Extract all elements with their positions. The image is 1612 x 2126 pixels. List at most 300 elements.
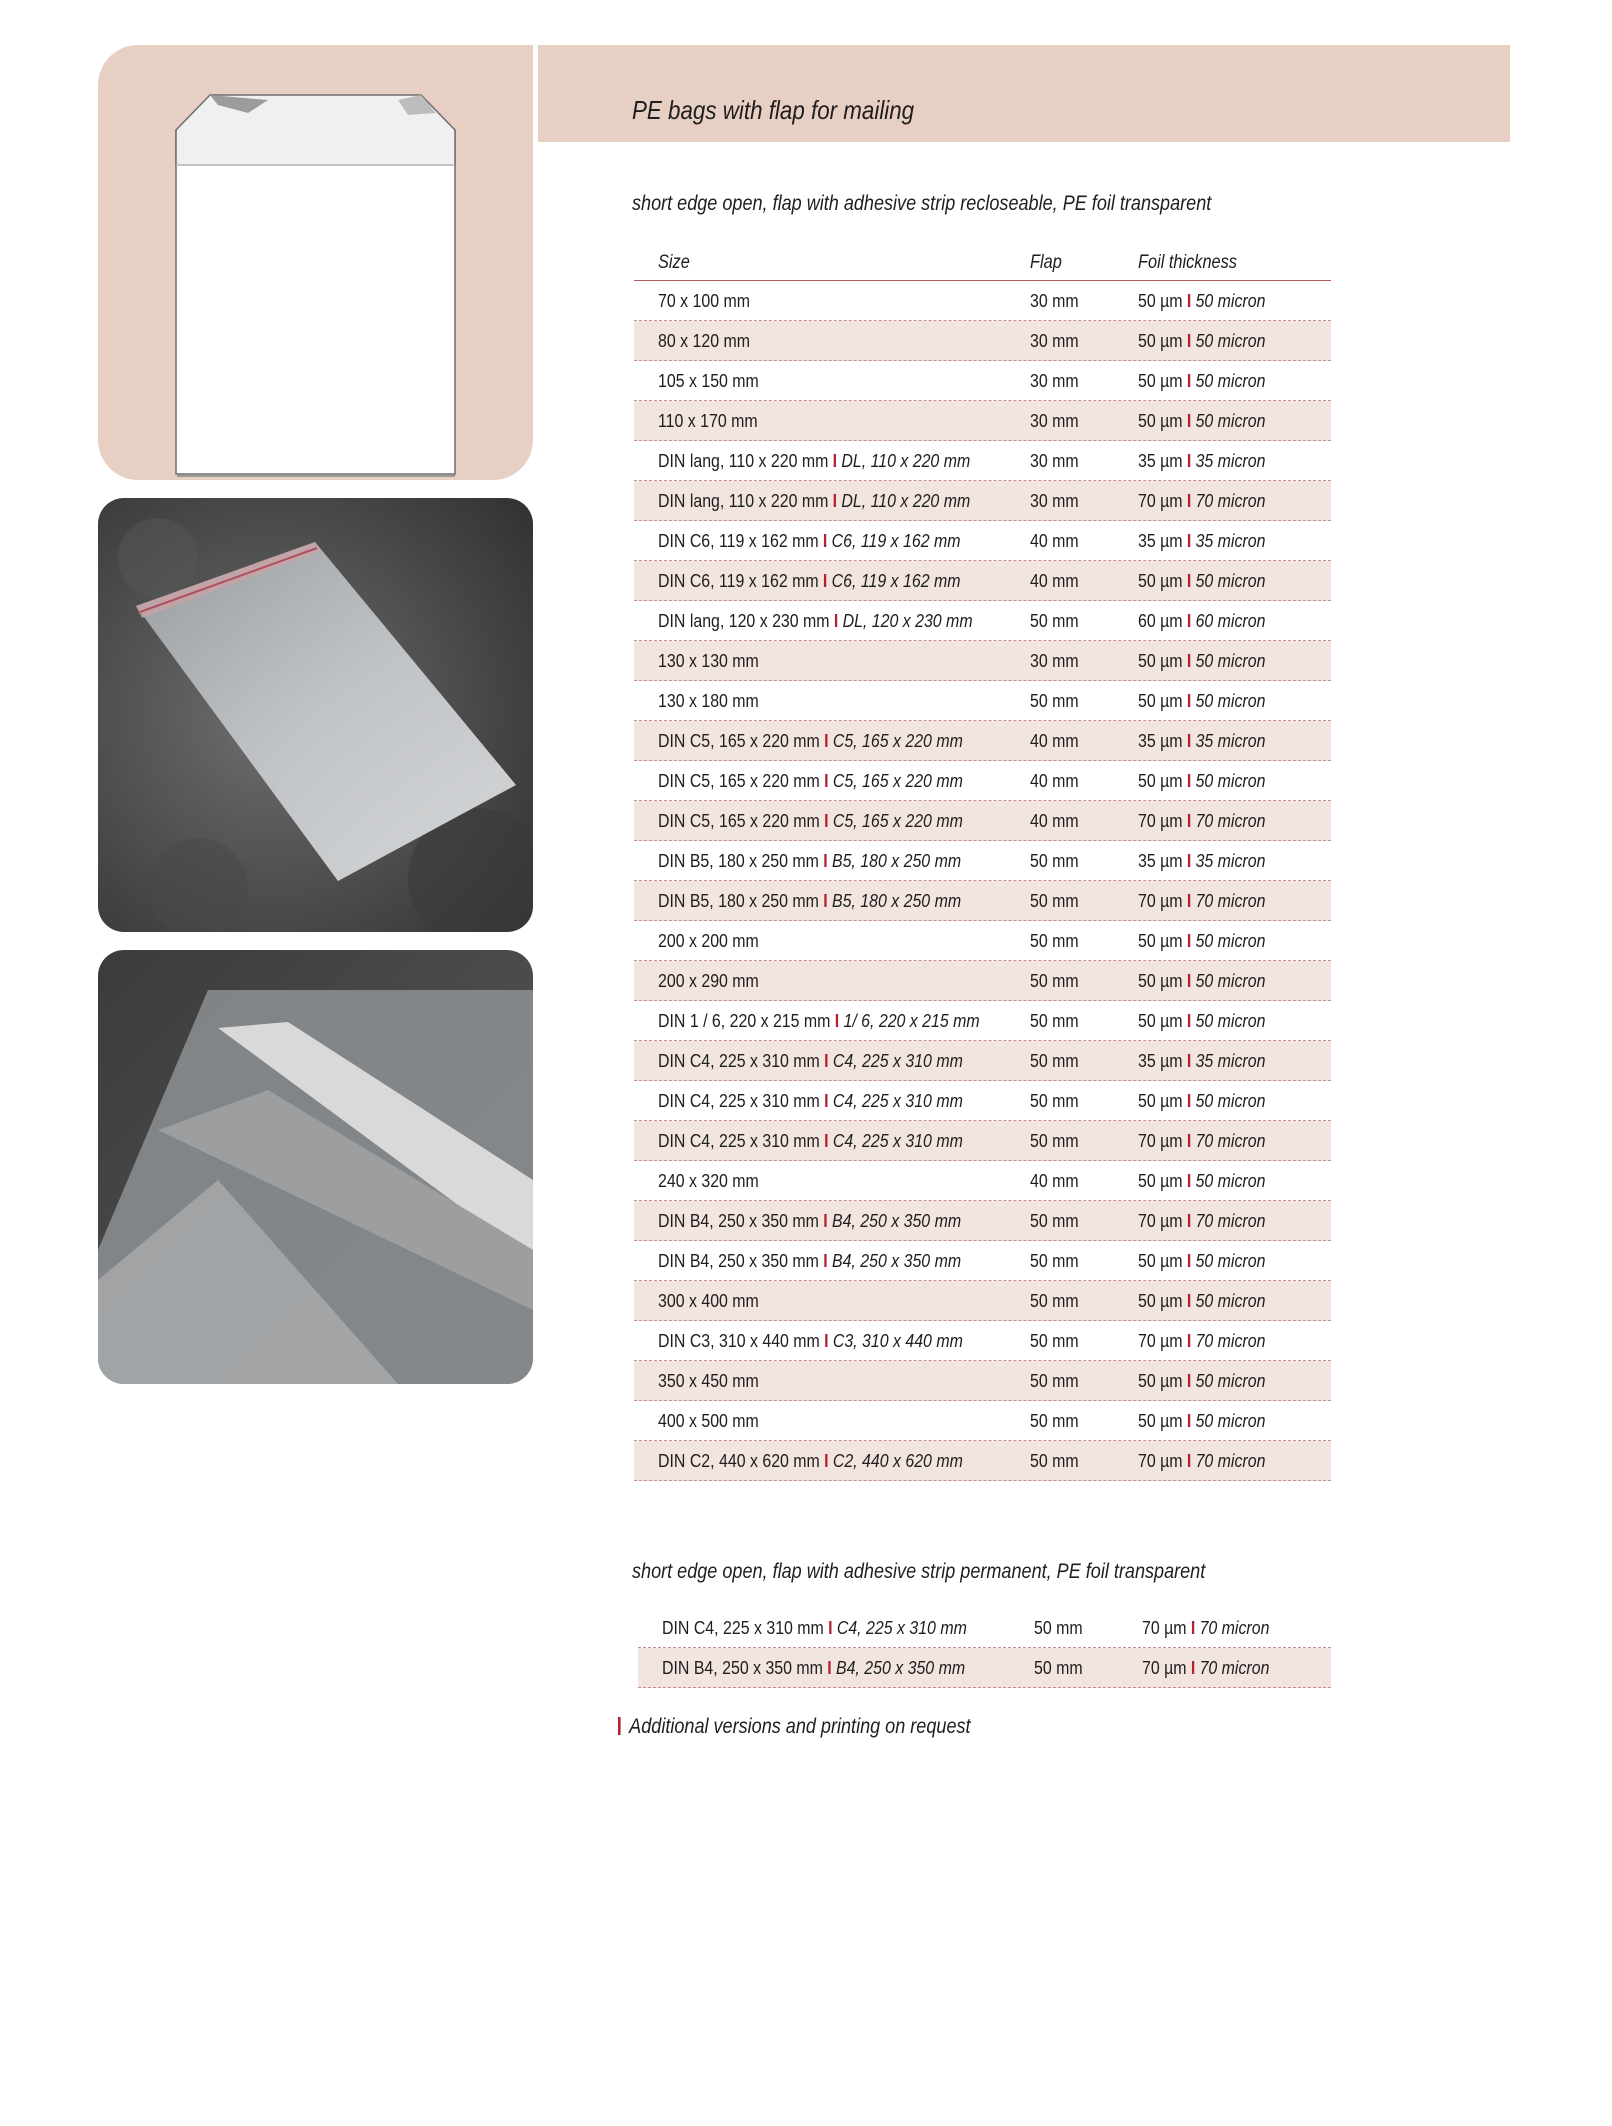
cell-flap: 50 mm (1030, 1250, 1079, 1271)
cell-foil (1138, 410, 1265, 432)
separator: I (1186, 1290, 1192, 1311)
foil-um: 35 µm (1138, 450, 1183, 471)
cell-foil (1138, 330, 1265, 352)
size-din: DIN C4, 225 x 310 mm (662, 1617, 824, 1638)
header-foil-thickness: Foil thickness (1138, 252, 1237, 273)
page-title: PE bags with flap for mailing (632, 95, 915, 125)
cell-foil (1138, 930, 1265, 952)
table-row (634, 361, 1331, 401)
size-din: 110 x 170 mm (658, 410, 758, 431)
size-alt: C4, 225 x 310 mm (832, 1130, 963, 1151)
foil-micron: 35 micron (1195, 1050, 1266, 1071)
foil-micron: 70 micron (1195, 810, 1266, 831)
cell-foil (1138, 530, 1265, 552)
cell-foil (1138, 610, 1265, 632)
table-row (634, 601, 1331, 641)
cell-foil (1138, 770, 1265, 792)
foil-um: 70 µm (1138, 810, 1183, 831)
accent-bar (618, 1717, 621, 1735)
foil-micron: 50 micron (1195, 1370, 1266, 1391)
foil-micron: 50 micron (1195, 330, 1266, 351)
foil-um: 50 µm (1138, 1170, 1183, 1191)
cell-size (662, 1657, 965, 1679)
foil-micron: 50 micron (1195, 370, 1266, 391)
size-din: DIN B4, 250 x 350 mm (662, 1657, 823, 1678)
separator: I (1186, 290, 1192, 311)
foil-um: 70 µm (1138, 890, 1183, 911)
foil-um: 35 µm (1138, 1050, 1183, 1071)
table-row (634, 1201, 1331, 1241)
size-din: DIN C5, 165 x 220 mm (658, 770, 820, 791)
table-row (634, 681, 1331, 721)
size-alt: B5, 180 x 250 mm (831, 890, 962, 911)
size-alt: C3, 310 x 440 mm (832, 1330, 963, 1351)
product-illustration-panel (98, 45, 533, 480)
cell-foil (1138, 730, 1265, 752)
foil-um: 70 µm (1138, 490, 1183, 511)
foil-um: 35 µm (1138, 850, 1183, 871)
spec-table-recloseable (634, 244, 1331, 1481)
size-din: DIN lang, 110 x 220 mm (658, 490, 829, 511)
table-row (638, 1608, 1331, 1648)
foil-micron: 70 micron (1195, 490, 1266, 511)
size-din: DIN C4, 225 x 310 mm (658, 1130, 820, 1151)
cell-size (658, 970, 759, 992)
size-alt: B4, 250 x 350 mm (831, 1210, 962, 1231)
envelope-illustration (98, 45, 533, 480)
product-photo-flat (98, 498, 533, 932)
foil-um: 50 µm (1138, 330, 1183, 351)
foil-micron: 70 micron (1195, 1130, 1266, 1151)
table-row (634, 401, 1331, 441)
foil-um: 70 µm (1138, 1130, 1183, 1151)
table-row (634, 921, 1331, 961)
table-row (634, 961, 1331, 1001)
foil-um: 70 µm (1142, 1657, 1187, 1678)
cell-foil (1138, 650, 1265, 672)
cell-foil (1138, 370, 1265, 392)
cell-flap: 30 mm (1030, 650, 1079, 671)
separator: I (1186, 450, 1192, 471)
separator: I (828, 1617, 833, 1638)
size-alt: C4, 225 x 310 mm (832, 1090, 963, 1111)
separator: I (824, 730, 829, 751)
size-alt: C6, 119 x 162 mm (831, 530, 961, 551)
size-din: DIN lang, 110 x 220 mm (658, 450, 829, 471)
cell-foil (1142, 1617, 1269, 1639)
size-din: DIN B4, 250 x 350 mm (658, 1250, 819, 1271)
cell-flap: 30 mm (1030, 370, 1079, 391)
size-din: DIN 1 / 6, 220 x 215 mm (658, 1010, 831, 1031)
cell-size (658, 330, 750, 352)
cell-flap: 30 mm (1030, 450, 1079, 471)
header-flap: Flap (1030, 252, 1062, 273)
cell-size (658, 690, 759, 712)
foil-micron: 70 micron (1195, 1210, 1266, 1231)
cell-foil (1138, 1090, 1265, 1112)
table-row (638, 1648, 1331, 1688)
table-row (634, 641, 1331, 681)
cell-foil (1138, 290, 1265, 312)
cell-flap: 50 mm (1030, 1210, 1079, 1231)
foil-um: 50 µm (1138, 290, 1183, 311)
foil-um: 35 µm (1138, 530, 1183, 551)
cell-size (658, 530, 960, 552)
cell-size (658, 370, 759, 392)
footnote (618, 1715, 971, 1739)
cell-size (658, 1090, 963, 1112)
foil-micron: 70 micron (1199, 1617, 1270, 1638)
cell-size (658, 810, 963, 832)
size-alt: DL, 110 x 220 mm (841, 450, 971, 471)
separator: I (1186, 810, 1192, 831)
size-alt: C2, 440 x 620 mm (832, 1450, 963, 1471)
size-din: 200 x 200 mm (658, 930, 759, 951)
cell-flap: 50 mm (1030, 690, 1079, 711)
cell-foil (1138, 1370, 1265, 1392)
foil-um: 50 µm (1138, 1010, 1183, 1031)
separator: I (1190, 1617, 1196, 1638)
foil-micron: 70 micron (1195, 1450, 1266, 1471)
size-din: DIN C3, 310 x 440 mm (658, 1330, 820, 1351)
cell-size (658, 850, 961, 872)
cell-flap: 50 mm (1030, 1410, 1079, 1431)
foil-um: 70 µm (1138, 1210, 1183, 1231)
size-din: 400 x 500 mm (658, 1410, 759, 1431)
cell-foil (1138, 970, 1265, 992)
product-photo-closeup (98, 950, 533, 1384)
foil-micron: 50 micron (1195, 1010, 1266, 1031)
cell-foil (1138, 1290, 1265, 1312)
cell-size (658, 1330, 963, 1352)
table-row (634, 481, 1331, 521)
table-header (634, 244, 1331, 281)
separator: I (824, 810, 829, 831)
separator: I (834, 1010, 840, 1031)
foil-micron: 60 micron (1195, 610, 1266, 631)
foil-um: 35 µm (1138, 730, 1183, 751)
table-row (634, 1241, 1331, 1281)
header-size: Size (658, 252, 690, 273)
separator: I (1186, 930, 1192, 951)
size-din: DIN C6, 119 x 162 mm (658, 570, 819, 591)
cell-foil (1138, 690, 1265, 712)
cell-flap: 50 mm (1030, 1050, 1079, 1071)
separator: I (822, 570, 828, 591)
separator: I (824, 1090, 829, 1111)
cell-flap: 50 mm (1030, 930, 1079, 951)
separator: I (1186, 890, 1192, 911)
cell-flap: 50 mm (1030, 610, 1079, 631)
cell-foil (1138, 810, 1265, 832)
size-din: 105 x 150 mm (658, 370, 759, 391)
separator: I (1190, 1657, 1196, 1678)
separator: I (822, 530, 828, 551)
cell-foil (1138, 1410, 1265, 1432)
size-alt: C4, 225 x 310 mm (832, 1050, 963, 1071)
foil-micron: 50 micron (1195, 1290, 1266, 1311)
foil-micron: 35 micron (1195, 730, 1266, 751)
spec-table-permanent (638, 1608, 1331, 1688)
cell-flap: 50 mm (1030, 1370, 1079, 1391)
table-row (634, 321, 1331, 361)
table-row (634, 1161, 1331, 1201)
cell-flap: 40 mm (1030, 570, 1079, 591)
foil-micron: 70 micron (1195, 890, 1266, 911)
cell-flap: 40 mm (1030, 1170, 1079, 1191)
separator: I (832, 490, 838, 511)
separator: I (824, 1130, 829, 1151)
size-din: 130 x 180 mm (658, 690, 759, 711)
cell-size (658, 1170, 759, 1192)
table-row (634, 1121, 1331, 1161)
cell-size (658, 1370, 759, 1392)
table-row (634, 441, 1331, 481)
foil-micron: 50 micron (1195, 1410, 1266, 1431)
cell-size (658, 410, 758, 432)
separator: I (1186, 330, 1192, 351)
cell-size (658, 730, 963, 752)
table-row (634, 281, 1331, 321)
separator: I (1186, 970, 1192, 991)
separator: I (824, 1330, 829, 1351)
cell-size (658, 490, 970, 512)
size-din: 300 x 400 mm (658, 1290, 759, 1311)
cell-flap: 50 mm (1030, 970, 1079, 991)
separator: I (1186, 490, 1192, 511)
size-alt: B5, 180 x 250 mm (831, 850, 962, 871)
size-din: DIN C6, 119 x 162 mm (658, 530, 819, 551)
cell-foil (1138, 1130, 1265, 1152)
cell-flap: 50 mm (1030, 1010, 1079, 1031)
section-caption-recloseable: short edge open, flap with adhesive strip recloseable, PE foil transparent (632, 192, 1212, 215)
separator: I (1186, 530, 1192, 551)
footnote-text: Additional versions and printing on request (629, 1715, 971, 1738)
title-band (538, 45, 1510, 142)
size-din: DIN B4, 250 x 350 mm (658, 1210, 819, 1231)
separator: I (1186, 370, 1192, 391)
table-row (634, 1041, 1331, 1081)
separator: I (824, 1050, 829, 1071)
table-row (634, 1081, 1331, 1121)
cell-flap: 30 mm (1030, 490, 1079, 511)
size-din: 200 x 290 mm (658, 970, 759, 991)
cell-flap: 50 mm (1030, 890, 1079, 911)
cell-foil (1138, 1330, 1265, 1352)
separator: I (823, 890, 828, 911)
size-alt: C5, 165 x 220 mm (832, 810, 963, 831)
size-alt: C6, 119 x 162 mm (831, 570, 961, 591)
cell-flap: 50 mm (1034, 1657, 1083, 1678)
size-din: 350 x 450 mm (658, 1370, 759, 1391)
cell-flap: 30 mm (1030, 330, 1079, 351)
foil-um: 70 µm (1138, 1450, 1183, 1471)
foil-micron: 35 micron (1195, 530, 1266, 551)
size-din: DIN B5, 180 x 250 mm (658, 890, 819, 911)
table-row (634, 881, 1331, 921)
foil-um: 50 µm (1138, 1250, 1183, 1271)
size-din: DIN B5, 180 x 250 mm (658, 850, 819, 871)
table-body (638, 1608, 1331, 1688)
size-din: 130 x 130 mm (658, 650, 759, 671)
foil-micron: 50 micron (1195, 1090, 1266, 1111)
foil-um: 60 µm (1138, 610, 1183, 631)
foil-micron: 70 micron (1199, 1657, 1270, 1678)
foil-um: 50 µm (1138, 410, 1183, 431)
separator: I (827, 1657, 832, 1678)
separator: I (823, 1210, 828, 1231)
cell-flap: 50 mm (1034, 1617, 1083, 1638)
table-row (634, 1361, 1331, 1401)
cell-foil (1138, 1250, 1265, 1272)
size-alt: C4, 225 x 310 mm (836, 1617, 967, 1638)
foil-um: 50 µm (1138, 690, 1183, 711)
size-din: 240 x 320 mm (658, 1170, 759, 1191)
cell-foil (1138, 1010, 1265, 1032)
foil-micron: 35 micron (1195, 850, 1266, 871)
separator: I (1186, 650, 1192, 671)
separator: I (1186, 1130, 1192, 1151)
cell-size (658, 650, 759, 672)
foil-micron: 35 micron (1195, 450, 1266, 471)
foil-micron: 70 micron (1195, 1330, 1266, 1351)
table-row (634, 1001, 1331, 1041)
table-row (634, 521, 1331, 561)
cell-flap: 50 mm (1030, 850, 1079, 871)
foil-um: 50 µm (1138, 770, 1183, 791)
foil-um: 50 µm (1138, 1370, 1183, 1391)
cell-size (658, 1410, 759, 1432)
separator: I (1186, 570, 1192, 591)
cell-flap: 30 mm (1030, 290, 1079, 311)
cell-foil (1138, 570, 1265, 592)
cell-size (658, 1290, 759, 1312)
table-row (634, 1321, 1331, 1361)
separator: I (833, 610, 839, 631)
cell-foil (1138, 490, 1265, 512)
separator: I (1186, 850, 1192, 871)
separator: I (1186, 730, 1192, 751)
cell-size (658, 930, 759, 952)
foil-um: 50 µm (1138, 1090, 1183, 1111)
section-caption-permanent: short edge open, flap with adhesive strip permanent, PE foil transparent (632, 1560, 1206, 1583)
cell-foil (1138, 1050, 1265, 1072)
table-row (634, 1401, 1331, 1441)
size-alt: B4, 250 x 350 mm (835, 1657, 966, 1678)
cell-size (658, 570, 960, 592)
table-row (634, 841, 1331, 881)
cell-size (658, 1250, 961, 1272)
table-row (634, 761, 1331, 801)
foil-um: 50 µm (1138, 970, 1183, 991)
cell-size (658, 1050, 963, 1072)
cell-flap: 40 mm (1030, 810, 1079, 831)
foil-um: 70 µm (1142, 1617, 1187, 1638)
separator: I (824, 1450, 829, 1471)
cell-size (658, 610, 973, 632)
separator: I (1186, 410, 1192, 431)
table-row (634, 561, 1331, 601)
foil-um: 50 µm (1138, 370, 1183, 391)
separator: I (1186, 610, 1192, 631)
foil-micron: 50 micron (1195, 690, 1266, 711)
foil-micron: 50 micron (1195, 570, 1266, 591)
foil-um: 50 µm (1138, 930, 1183, 951)
table-row (634, 801, 1331, 841)
foil-um: 50 µm (1138, 570, 1183, 591)
size-din: 80 x 120 mm (658, 330, 750, 351)
cell-flap: 40 mm (1030, 530, 1079, 551)
cell-flap: 50 mm (1030, 1450, 1079, 1471)
size-din: DIN C5, 165 x 220 mm (658, 730, 820, 751)
size-alt: DL, 120 x 230 mm (842, 610, 973, 631)
size-alt: 1/ 6, 220 x 215 mm (843, 1010, 980, 1031)
separator: I (1186, 1250, 1192, 1271)
table-body (634, 281, 1331, 1481)
size-alt: B4, 250 x 350 mm (831, 1250, 962, 1271)
foil-micron: 50 micron (1195, 970, 1266, 991)
foil-micron: 50 micron (1195, 1170, 1266, 1191)
cell-flap: 30 mm (1030, 410, 1079, 431)
foil-micron: 50 micron (1195, 650, 1266, 671)
cell-foil (1138, 1170, 1265, 1192)
cell-flap: 50 mm (1030, 1330, 1079, 1351)
cell-foil (1138, 1450, 1265, 1472)
table-row (634, 721, 1331, 761)
separator: I (1186, 1210, 1192, 1231)
cell-foil (1138, 1210, 1265, 1232)
separator: I (1186, 1090, 1192, 1111)
cell-size (658, 1130, 963, 1152)
foil-um: 70 µm (1138, 1330, 1183, 1351)
foil-um: 50 µm (1138, 650, 1183, 671)
size-din: DIN C4, 225 x 310 mm (658, 1090, 820, 1111)
size-din: DIN C4, 225 x 310 mm (658, 1050, 820, 1071)
foil-um: 50 µm (1138, 1410, 1183, 1431)
size-alt: C5, 165 x 220 mm (832, 770, 963, 791)
separator: I (1186, 770, 1192, 791)
cell-flap: 40 mm (1030, 730, 1079, 751)
size-alt: C5, 165 x 220 mm (832, 730, 963, 751)
separator: I (1186, 1370, 1192, 1391)
cell-foil (1138, 850, 1265, 872)
cell-size (658, 1450, 963, 1472)
foil-micron: 50 micron (1195, 290, 1266, 311)
cell-flap: 50 mm (1030, 1090, 1079, 1111)
cell-flap: 50 mm (1030, 1130, 1079, 1151)
cell-size (658, 1010, 980, 1032)
separator: I (1186, 1050, 1192, 1071)
cell-size (658, 450, 970, 472)
size-alt: DL, 110 x 220 mm (841, 490, 971, 511)
separator: I (823, 850, 828, 871)
separator: I (824, 770, 829, 791)
separator: I (823, 1250, 828, 1271)
foil-um: 50 µm (1138, 1290, 1183, 1311)
cell-size (658, 1210, 961, 1232)
cell-flap: 40 mm (1030, 770, 1079, 791)
size-din: DIN lang, 120 x 230 mm (658, 610, 830, 631)
foil-micron: 50 micron (1195, 770, 1266, 791)
cell-flap: 50 mm (1030, 1290, 1079, 1311)
foil-micron: 50 micron (1195, 410, 1266, 431)
separator: I (1186, 1330, 1192, 1351)
cell-foil (1138, 890, 1265, 912)
size-din: DIN C2, 440 x 620 mm (658, 1450, 820, 1471)
cell-foil (1138, 450, 1265, 472)
foil-micron: 50 micron (1195, 930, 1266, 951)
cell-size (658, 770, 963, 792)
